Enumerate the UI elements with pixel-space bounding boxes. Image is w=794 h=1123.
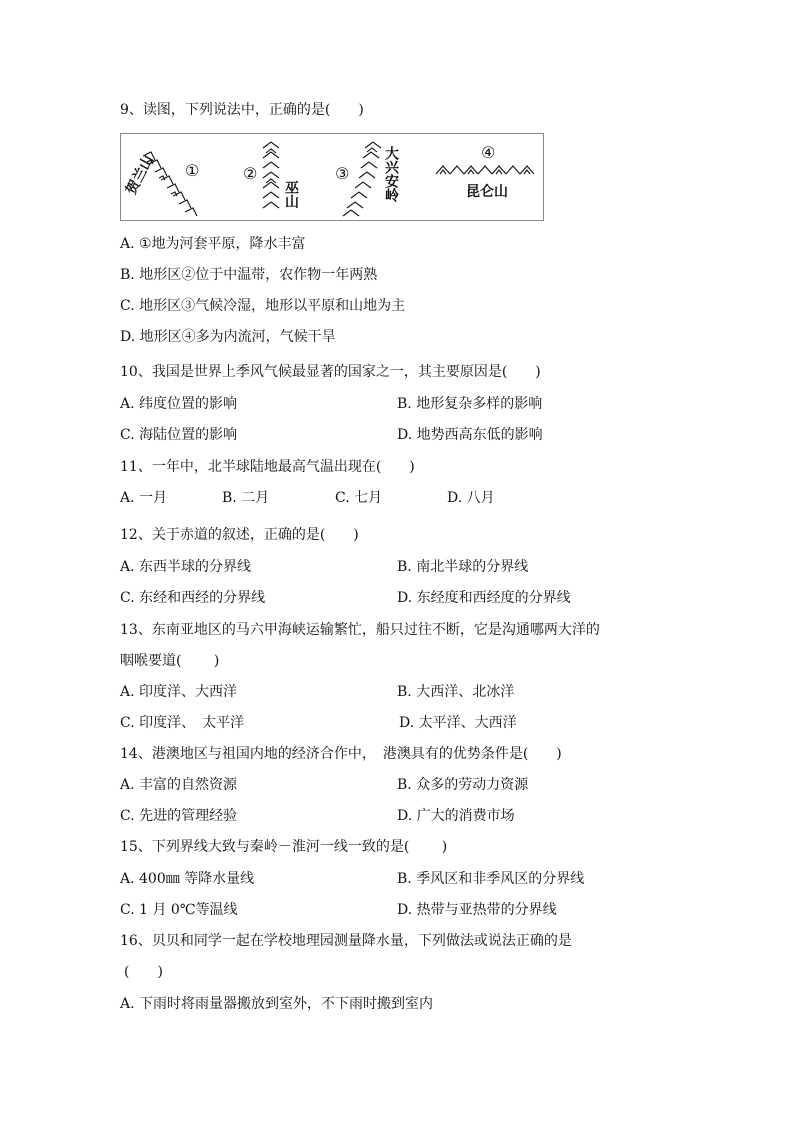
q9-option-c: C. 地形区③气候冷湿，地形以平原和山地为主 <box>120 298 406 314</box>
question-10-stem: 10、我国是世界上季风气候最显著的国家之一，其主要原因是( ) <box>120 364 541 380</box>
q13-option-a: A. 印度洋、大西洋 <box>120 684 238 700</box>
mountain-figure <box>120 133 544 221</box>
q14-option-d: D. 广大的消费市场 <box>397 808 515 824</box>
q13-option-d: D. 太平洋、大西洋 <box>399 715 517 731</box>
q13-option-b: B. 大西洋、北冰洋 <box>397 684 515 700</box>
figure-marker-2: ② <box>243 164 258 183</box>
q14-option-c: C. 先进的管理经验 <box>120 808 238 824</box>
q11-option-c: C. 七月 <box>335 490 383 506</box>
q10-option-b: B. 地形复杂多样的影响 <box>397 396 543 412</box>
figure-label-kunlunshan: 昆仑山 <box>466 184 508 200</box>
question-14-stem: 14、港澳地区与祖国内地的经济合作中， 港澳具有的优势条件是( ) <box>120 746 562 762</box>
question-13-stem-cont: 咽喉要道( ) <box>120 653 220 669</box>
q10-option-c: C. 海陆位置的影响 <box>120 427 238 443</box>
q14-option-a: A. 丰富的自然资源 <box>120 777 238 793</box>
q16-option-a: A. 下雨时将雨量器搬放到室外，不下雨时搬到室内 <box>120 996 434 1012</box>
q15-option-d: D. 热带与亚热带的分界线 <box>397 902 557 918</box>
q12-option-a: A. 东西半球的分界线 <box>120 559 252 575</box>
q12-option-c: C. 东经和西经的分界线 <box>120 590 266 606</box>
q15-option-a: A. 400㎜ 等降水量线 <box>120 871 255 887</box>
q11-option-d: D. 八月 <box>447 490 495 506</box>
q9-option-a: A. ①地为河套平原，降水丰富 <box>120 236 306 252</box>
question-16-stem-cont: ( ) <box>124 964 163 980</box>
mountain-figure-drawing <box>121 134 545 222</box>
q10-option-d: D. 地势西高东低的影响 <box>397 427 543 443</box>
q9-option-b: B. 地形区②位于中温带，农作物一年两熟 <box>120 267 378 283</box>
q9-option-d: D. 地形区④多为内流河，气候干旱 <box>120 329 336 345</box>
mountain-range-icon-2 <box>263 142 279 208</box>
question-9-stem: 9、读图，下列说法中，正确的是( ) <box>120 102 364 118</box>
figure-marker-3: ③ <box>335 164 350 183</box>
q12-option-b: B. 南北半球的分界线 <box>397 559 529 575</box>
figure-marker-4: ④ <box>481 143 496 162</box>
q11-option-b: B. 二月 <box>222 490 270 506</box>
figure-label-daxinganling: 大兴安岭 <box>383 146 399 202</box>
figure-label-helanshan: 贺兰山 <box>123 152 158 198</box>
figure-label-wushan: 巫山 <box>283 180 299 208</box>
q15-option-c: C. 1 月 0℃等温线 <box>120 902 238 918</box>
mountain-range-icon-4 <box>436 166 534 174</box>
question-12-stem: 12、关于赤道的叙述，正确的是( ) <box>120 527 359 543</box>
q13-option-c: C. 印度洋、 太平洋 <box>120 715 245 731</box>
q12-option-d: D. 东经度和西经度的分界线 <box>397 590 571 606</box>
q15-option-b: B. 季风区和非季风区的分界线 <box>397 871 585 887</box>
question-15-stem: 15、下列界线大致与秦岭－淮河一线一致的是( ) <box>120 839 448 855</box>
question-11-stem: 11、一年中，北半球陆地最高气温出现在( ) <box>120 459 415 475</box>
question-16-stem: 16、贝贝和同学一起在学校地理园测量降水量，下列做法或说法正确的是 <box>120 933 572 949</box>
question-13-stem: 13、东南亚地区的马六甲海峡运输繁忙，船只过往不断，它是沟通哪两大洋的 <box>120 622 600 638</box>
q14-option-b: B. 众多的劳动力资源 <box>397 777 529 793</box>
q10-option-a: A. 纬度位置的影响 <box>120 396 238 412</box>
figure-marker-1: ① <box>185 161 200 180</box>
q11-option-a: A. 一月 <box>120 490 168 506</box>
